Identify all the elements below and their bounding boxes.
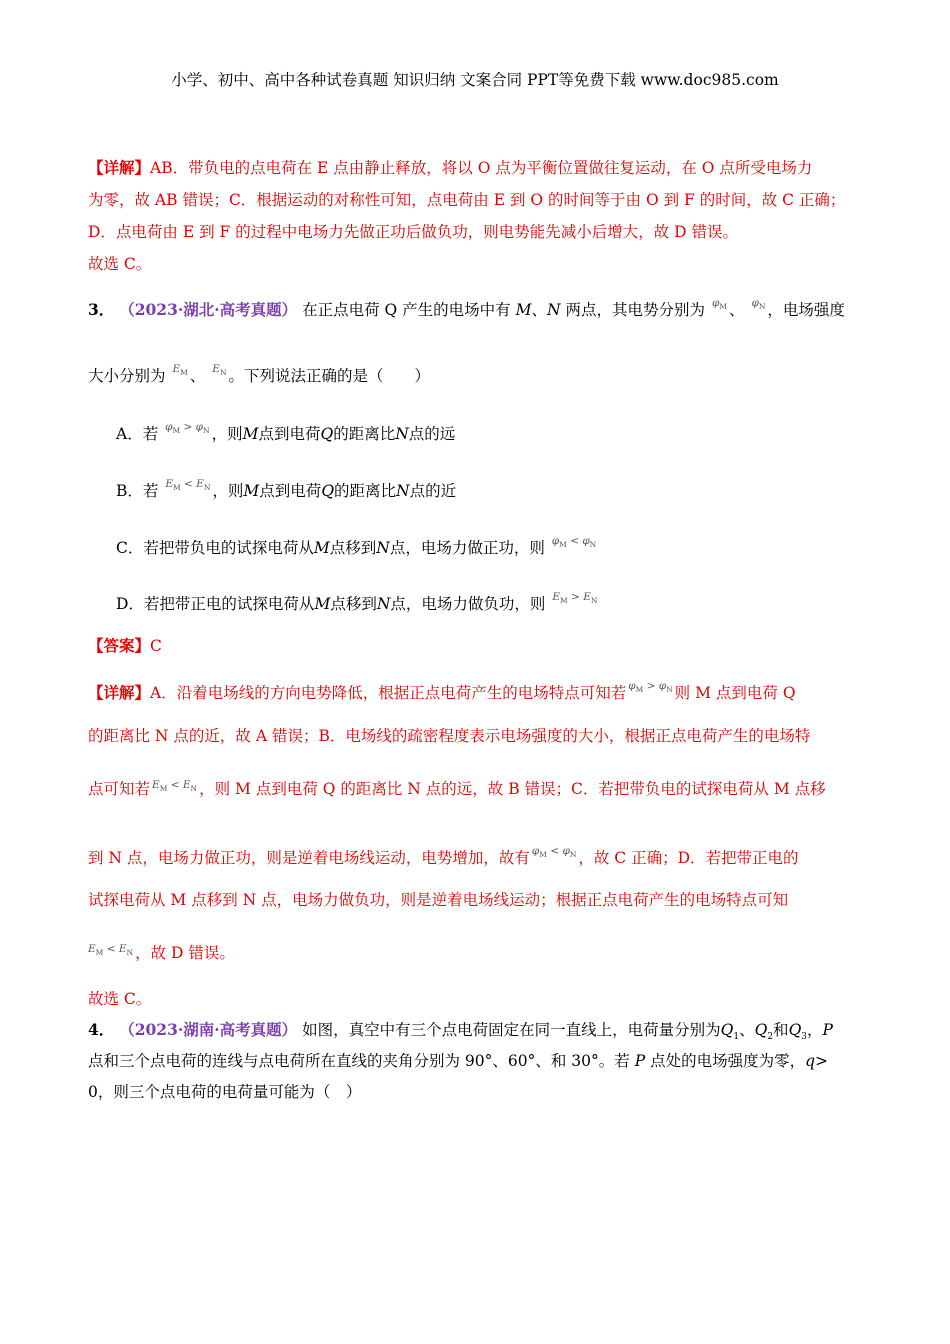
q3-detail-line-4: 到 N 点，电场力做正功，则是逆着电场线运动，电势增加，故有 $\varphi_M < \varphi_N$ ，故 C 正确；D．若把带正电的 (88, 845, 799, 867)
math-e-n: $E_N$ (212, 363, 227, 378)
q3-detail-line-3: 点可知若 $E_M < E_N$ ，则 M 点到电荷 Q 的距离比 N 点的远，故 B 错误；C．若把带负电的试探电荷从 M 点移 (88, 779, 826, 798)
q3-detail-line-1: 【详解】A．沿着电场线的方向电势降低，根据正点电荷产生的电场特点可知若 $\varphi_M > \varphi_N$ 则 M 点到电荷 Q (88, 680, 796, 702)
math-e-m-lt-e-n: $E_M < E_N$ (152, 779, 198, 794)
prev-detail-line-2: 为零，故 AB 错误；C．根据运动的对称性可知，点电荷由 E 到 O 的时间等于由 O 到 F 的时间，故 C 正确； (88, 191, 846, 209)
math-e-m-lt-e-n: $E_M < E_N$ (165, 478, 211, 493)
q3-detail-line-5: 试探电荷从 M 点移到 N 点，电场力做负功，则是逆着电场线运动；根据正点电荷产生的电场特点可知 (88, 891, 789, 909)
q3-source: （2023·湖北·高考真题） (119, 300, 298, 319)
q4-source: （2023·湖南·高考真题） (119, 1020, 298, 1039)
q3-stem-line-2: 大小分别为 $E_M$ 、 $E_N$ 。下列说法正确的是（ ） (88, 363, 431, 385)
q3-option-c: C．若把带负电的试探电荷从M点移到N点，电场力做正功，则 $\varphi_M < \varphi_N$ (116, 535, 597, 557)
math-phi-n: $\varphi_N$ (751, 297, 766, 312)
q3-option-d: D．若把带正电的试探电荷从M点移到N点，电场力做负功，则 $E_M > E_N$ (116, 591, 598, 613)
q3-detail-line-2: 的距离比 N 点的近，故 A 错误；B．电场线的疏密程度表示电场强度的大小，根据正点电荷产生的电场特 (88, 727, 811, 745)
q3-option-b: B．若 $E_M < E_N$ ，则M点到电荷Q的距离比N点的近 (116, 478, 457, 500)
math-phi-m: $\varphi_M$ (711, 297, 727, 312)
math-phi-m-gt-phi-n: $\varphi_M > \varphi_N$ (628, 680, 673, 695)
q4-stem-line-2: 点和三个点电荷的连线与点电荷所在直线的夹角分别为 90°、60°、和 30°。若 P 点处的电场强度为零，q> (88, 1052, 829, 1070)
prev-detail-line-3: D．点电荷由 E 到 F 的过程中电场力先做正功后做负功，则电势能先减小后增大，故 D 错误。 (88, 223, 738, 241)
math-e-m-gt-e-n: $E_M > E_N$ (552, 591, 598, 606)
q3-stem-line-1: 3． （2023·湖北·高考真题） 在正点电荷 Q 产生的电场中有 M、N 两点，其电势分别为 $\varphi_M$ 、 $\varphi_N$ ，电场强度 (88, 297, 845, 319)
q4-stem-line-3: 0，则三个点电荷的电荷量可能为（ ） (88, 1083, 362, 1101)
q3-option-a: A．若 $\varphi_M > \varphi_N$ ，则M点到电荷Q的距离比N点的远 (116, 421, 456, 443)
prev-detail-line-1: 【详解】AB．带负电的点电荷在 E 点由静止释放，将以 O 点为平衡位置做往复运动，在 O 点所受电场力 (88, 158, 813, 177)
math-e-m-lt-e-n: $E_M < E_N$ (88, 943, 134, 958)
math-e-m: $E_M$ (172, 363, 188, 378)
q3-conclusion: 故选 C。 (88, 990, 152, 1008)
prev-conclusion: 故选 C。 (88, 255, 152, 273)
math-phi-m-lt-phi-n: $\varphi_M < \varphi_N$ (551, 535, 597, 550)
math-phi-m-gt-phi-n: $\varphi_M > \varphi_N$ (165, 421, 210, 436)
q3-answer: 【答案】C (88, 636, 162, 655)
math-phi-m-lt-phi-n: $\varphi_M < \varphi_N$ (531, 845, 577, 860)
page-header: 小学、初中、高中各种试卷真题 知识归纳 文案合同 PPT等免费下载 www.doc985.com (171, 71, 779, 89)
q4-stem-line-1: 4． （2023·湖南·高考真题） 如图，真空中有三个点电荷固定在同一直线上，电荷量分别为$Q_1$、$Q_2$和$Q_3$，P (88, 1020, 833, 1043)
q3-detail-line-6: $E_M < E_N$ ，故 D 错误。 (88, 943, 235, 962)
